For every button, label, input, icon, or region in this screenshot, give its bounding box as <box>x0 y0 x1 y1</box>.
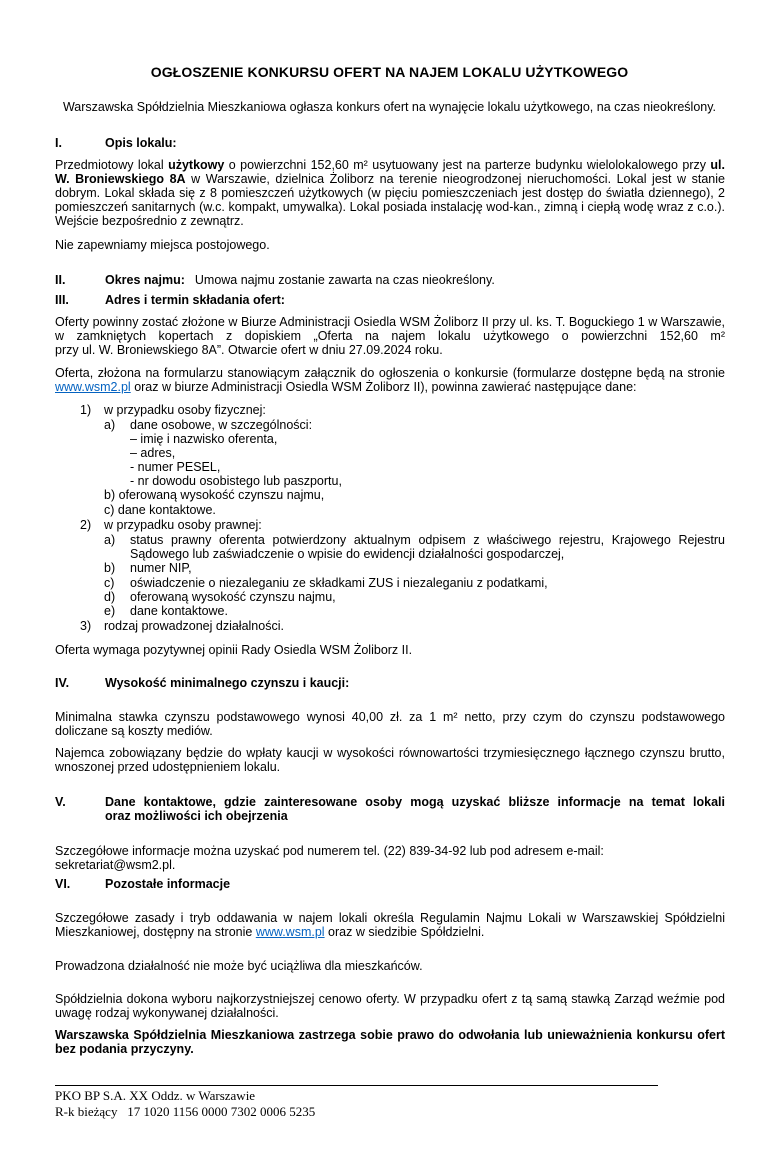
text-run-bold: użytkowy <box>168 158 225 172</box>
lead-paragraph: Warszawska Spółdzielnia Mieszkaniowa ogłasza konkurs ofert na wynajęcie lokalu użytkowego, na czas nieokreślony. <box>62 100 717 114</box>
text-run: oraz w siedzibie Spółdzielni. <box>324 925 485 939</box>
list-letter: b) <box>104 561 116 575</box>
list-item: c) dane kontaktowe. <box>104 503 216 517</box>
list-item: rodzaj prowadzonej działalności. <box>104 619 284 633</box>
list-letter: e) <box>104 604 116 618</box>
rent-paragraph: Minimalna stawka czynszu podstawowego wynosi 40,00 zł. za 1 m² netto, przy czym do czynszu podstawowego doliczane są koszty mediów. <box>55 710 725 738</box>
list-subitem: - nr dowodu osobistego lub paszportu, <box>130 474 342 488</box>
list-subitem: – adres, <box>130 446 176 460</box>
rules-paragraph <box>55 911 725 939</box>
text-line: Oferty powinny zostać złożone w Biurze Administracji Osiedla WSM Żoliborz II przy ul. ks. T. Boguckiego 1 w Warszawie, <box>55 315 725 329</box>
footer-account: R-k bieżący 17 1020 1156 0000 7302 0006 5235 <box>55 1104 316 1119</box>
list-item: dane osobowe, w szczególności: <box>130 418 313 432</box>
text-line: status prawny oferenta potwierdzony aktualnym odpisem z właściwego rejestru, Krajowego Rejestru <box>130 533 725 547</box>
opinion-note: Oferta wymaga pozytywnej opinii Rady Osiedla WSM Żoliborz II. <box>55 643 413 657</box>
section-number: V. <box>55 795 66 809</box>
wsm2-link[interactable]: www.wsm2.pl <box>55 380 131 394</box>
text-line: oraz możliwości ich obejrzenia <box>105 809 288 823</box>
list-number: 2) <box>80 518 92 532</box>
list-subitem: - numer PESEL, <box>130 460 221 474</box>
parking-note: Nie zapewniamy miejsca postojowego. <box>55 238 270 252</box>
list-subitem: – imię i nazwisko oferenta, <box>130 432 278 446</box>
wsm-link[interactable]: www.wsm.pl <box>255 925 325 939</box>
section-inline-text: Umowa najmu zostanie zawarta na czas nieokreślony. <box>194 273 495 287</box>
text-run: w Warszawie, dzielnica Żoliborz na terenie nieogrodzonej nieruchomości. Lokal jest w stanie dobrym. Lokal składa się z 8 pomieszczeń użytkowych (w pięciu pomieszczeniach jest dostęp do światła dziennego), 2 pomieszczeń sanitarnych (w.c. kompakt, umywalka). Lokal posiada instalację wod-kan., zimną i ciepłą wodę wraz z c.o.). Wejście bezpośrednio z zewnątrz. <box>55 172 725 228</box>
section-title: Wysokość minimalnego czynszu i kaucji: <box>105 676 350 690</box>
list-number: 3) <box>80 619 92 633</box>
text-line: Sądowego lub zaświadczenie o wpisie do ewidencji działalności gospodarczej, <box>130 547 565 561</box>
submission-paragraph <box>55 315 725 357</box>
text-line: Dane kontaktowe, gdzie zainteresowane osoby mogą uzyskać bliższe informacje na temat lokali <box>105 795 725 809</box>
section-number: VI. <box>55 877 71 891</box>
list-item: w przypadku osoby prawnej: <box>104 518 262 532</box>
section-number: I. <box>55 136 62 150</box>
section-title <box>105 795 725 823</box>
list-item: numer NIP, <box>130 561 192 575</box>
section-title: Opis lokalu: <box>105 136 177 150</box>
list-item: oświadczenie o niezaleganiu ze składkami ZUS i niezaleganiu z podatkami, <box>130 576 548 590</box>
list-letter: c) <box>104 576 115 590</box>
list-letter: a) <box>104 418 116 432</box>
list-item: b) oferowaną wysokość czynszu najmu, <box>104 488 325 502</box>
text-run: Oferta, złożona na formularzu stanowiącym załącznik do ogłoszenia o konkursie (formularze dostępne będą na stronie <box>55 366 725 380</box>
section-title-wrap <box>105 273 725 287</box>
contact-paragraph: Szczegółowe informacje można uzyskać pod numerem tel. (22) 839-34-92 lub pod adresem e-mail: sekretariat@wsm2.pl. <box>55 844 604 872</box>
text-line: w zamkniętych kopertach z dopiskiem „Oferta na najem lokalu użytkowego o powierzchni 152,60 m² <box>55 329 725 343</box>
text-line: przy ul. W. Broniewskiego 8A”. Otwarcie ofert w dniu 27.09.2024 roku. <box>55 343 443 357</box>
text-run: Przedmiotowy lokal <box>55 158 169 172</box>
section-number: III. <box>55 293 69 307</box>
deposit-paragraph: Najemca zobowiązany będzie do wpłaty kaucji w wysokości równowartości trzymiesięcznego łącznego czynszu brutto, wnoszonej przed udostępnieniem lokalu. <box>55 746 725 774</box>
list-item: dane kontaktowe. <box>130 604 228 618</box>
list-letter: d) <box>104 590 116 604</box>
list-item <box>130 533 725 561</box>
section-title: Okres najmu: <box>105 273 185 287</box>
selection-paragraph: Spółdzielnia dokona wyboru najkorzystniejszej cenowo oferty. W przypadku ofert z tą samą stawką Zarząd weźmie pod uwagę rodzaj wykonywanej działalności. <box>55 992 725 1020</box>
section-number: II. <box>55 273 66 287</box>
reservation-paragraph: Warszawska Spółdzielnia Mieszkaniowa zastrzega sobie prawo do odwołania lub unieważnienia konkursu ofert bez podania przyczyny. <box>55 1028 725 1056</box>
list-number: 1) <box>80 403 92 417</box>
list-item: w przypadku osoby fizycznej: <box>104 403 266 417</box>
text-run: oraz w biurze Administracji Osiedla WSM Żoliborz II), powinna zawierać następujące dane: <box>130 380 637 394</box>
list-item: oferowaną wysokość czynszu najmu, <box>130 590 336 604</box>
activity-note: Prowadzona działalność nie może być uciążliwa dla mieszkańców. <box>55 959 423 973</box>
offer-contents-paragraph <box>55 366 725 394</box>
document-title: OGŁOSZENIE KONKURSU OFERT NA NAJEM LOKALU UŻYTKOWEGO <box>150 64 629 80</box>
address-bold: ul. W. Broniewskiego 8A <box>55 158 726 186</box>
footer-divider <box>55 1085 658 1086</box>
section-number: IV. <box>55 676 70 690</box>
section-title: Pozostałe informacje <box>105 877 231 891</box>
section-1-description <box>55 158 725 228</box>
list-letter: a) <box>104 533 116 547</box>
footer-bank: PKO BP S.A. XX Oddz. w Warszawie <box>55 1088 256 1103</box>
text-run: Szczegółowe zasady i tryb oddawania w najem lokali określa Regulamin Najmu Lokali w Warszawskiej Spółdzielni Mieszkaniowej, dostępny na stronie <box>55 911 725 939</box>
section-title: Adres i termin składania ofert: <box>105 293 285 307</box>
text-run: o powierzchni 152,60 m² usytuowany jest na parterze budynku wielolokalowego przy <box>224 158 711 172</box>
